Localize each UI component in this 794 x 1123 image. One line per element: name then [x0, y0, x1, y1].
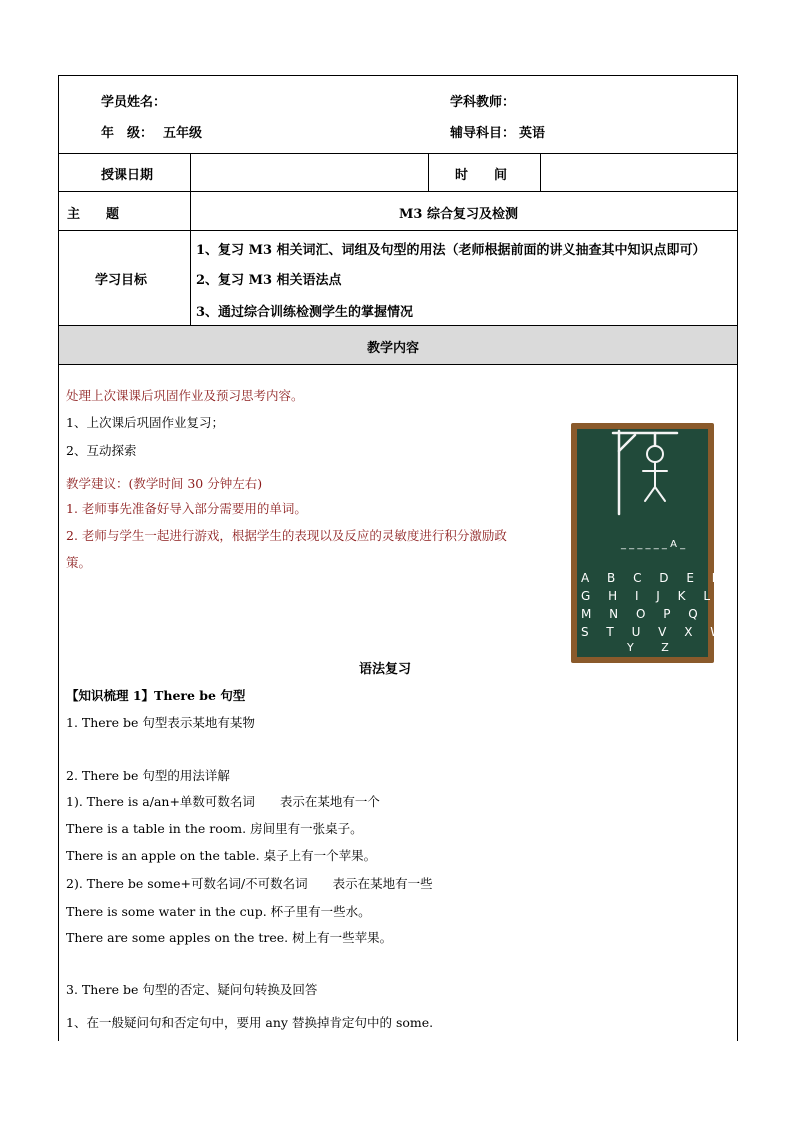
- grammar-p1: 1. There be 句型表示某地有某物: [66, 715, 255, 730]
- grammar-p2-2: 2). There be some+可数名词/不可数名词 表示在某地有一些: [66, 876, 433, 891]
- topic-value: M3 综合复习及检测: [399, 207, 518, 222]
- hangman-chalkboard-image: [571, 423, 731, 663]
- topic-label: 主 题: [67, 207, 120, 222]
- suggest-title: 教学建议：(教学时间 30 分钟左右): [66, 476, 263, 491]
- intro-line-3: 2、互动探索: [66, 443, 137, 458]
- letters-row-5: Y Z: [627, 641, 681, 654]
- grade-label: 年 级：: [101, 126, 154, 141]
- chalkboard-surface: [577, 429, 731, 657]
- suggest-item-1: 1. 老师事先准备好导入部分需要用的单词。: [66, 501, 307, 516]
- grammar-p2-1: 1). There is a/an+单数可数名词 表示在某地有一个: [66, 794, 380, 809]
- student-name-label: 学员姓名：: [101, 95, 167, 110]
- topic-row: [59, 192, 737, 231]
- letters-row-3: M N O P Q R: [581, 607, 731, 621]
- content-header-row: [59, 326, 737, 365]
- suggest-item-2-cont: 策。: [66, 555, 92, 570]
- intro-line-1: 处理上次课课后巩固作业及预习思考内容。: [66, 388, 304, 403]
- suggest-item-2: 2. 老师与学生一起进行游戏，根据学生的表现以及反应的灵敏度进行积分激励政: [66, 528, 507, 543]
- lesson-info-table: [58, 75, 738, 365]
- goal-item-3: 3、通过综合训练检测学生的掌握情况: [196, 305, 414, 320]
- grammar-p2: 2. There be 句型的用法详解: [66, 768, 230, 783]
- goals-label: 学习目标: [95, 273, 148, 288]
- content-header: 教学内容: [367, 341, 420, 356]
- goals-row: [59, 231, 737, 326]
- time-label: 时 间: [455, 168, 508, 183]
- goal-item-1: 1、复习 M3 相关词汇、词组及句型的用法（老师根据前面的讲义抽查其中知识点即可）: [196, 243, 706, 258]
- letters-row-4: S T U V X W: [581, 625, 730, 639]
- section1-title: 【知识梳理 1】There be 句型: [66, 688, 246, 703]
- header-row: [59, 76, 737, 154]
- example-3: There is some water in the cup. 杯子里有一些水。: [66, 904, 371, 919]
- goal-item-2: 2、复习 M3 相关语法点: [196, 273, 342, 288]
- subject-value: 英语: [519, 126, 546, 141]
- intro-line-2: 1、上次课后巩固作业复习；: [66, 415, 224, 430]
- schedule-row: [59, 154, 737, 192]
- teacher-label: 学科教师：: [450, 95, 516, 110]
- example-1: There is a table in the room. 房间里有一张桌子。: [66, 821, 363, 836]
- grade-value: 五年级: [163, 126, 203, 141]
- date-label: 授课日期: [101, 168, 154, 183]
- example-2: There is an apple on the table. 桌子上有一个苹果。: [66, 848, 377, 863]
- example-4: There are some apples on the tree. 树上有一些苹果。: [66, 930, 393, 945]
- hangman-blanks: _ _ _ _ _ _ A _: [621, 539, 686, 550]
- letters-row-1: A B C D E F: [581, 571, 726, 585]
- grammar-title: 语法复习: [359, 662, 412, 677]
- subject-label: 辅导科目：: [450, 126, 516, 141]
- letters-row-2: G H I J K L: [581, 589, 718, 603]
- grammar-p3-1: 1、在一般疑问句和否定句中，要用 any 替换掉肯定句中的 some.: [66, 1015, 434, 1030]
- grammar-p3: 3. There be 句型的否定、疑问句转换及回答: [66, 982, 318, 997]
